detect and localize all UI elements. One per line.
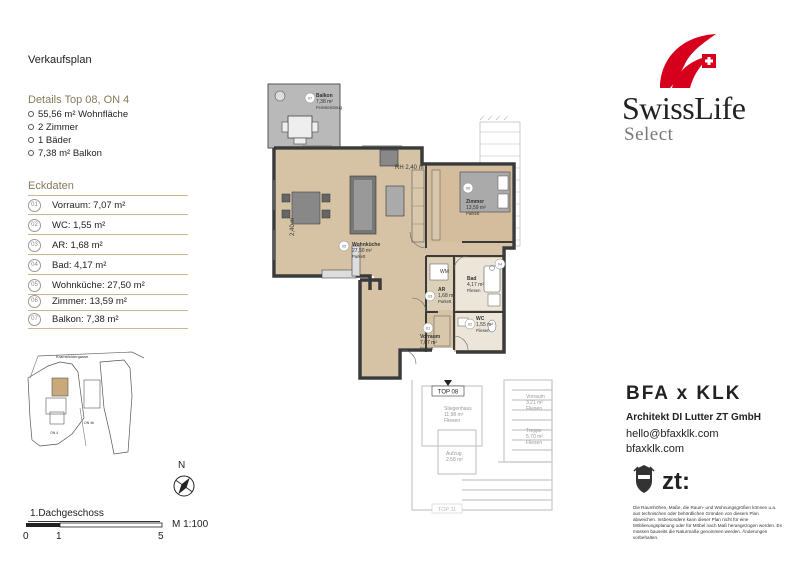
unit-tag: TOP 11 — [437, 507, 457, 513]
detail-item: 1 Bäder — [28, 135, 71, 146]
room-number: 02 — [467, 321, 473, 327]
eckdaten-row: 04 Bad: 4,17 m² — [28, 257, 188, 275]
detail-item: 2 Zimmer — [28, 122, 78, 133]
room-number-badge: 06 — [28, 295, 41, 308]
room-number: 01 — [425, 325, 431, 331]
room-label-wc: WC 1,55 m² Fliesen — [476, 316, 493, 333]
treppe-label: Treppe 5,70 m² Fliesen — [526, 428, 543, 446]
room-label-zimmer: Zimmer 13,59 m² Parkett — [466, 199, 486, 216]
disclaimer-text: Die Raumhöhen, Maße, die Raum- und Wohnungsgrößen können u.a. aus technischen oder behördlichen Gründen von diesem Plan abweichen. Insbesondere kann dieser Plan nicht für eine Möblierungsplanung oder für Möbel nach Maß herangezogen werden. Es müssen bauseits die Naturmaße genommen werden. Änderungen vorbehalten. — [633, 505, 782, 540]
height-label: 2,40 m — [290, 217, 296, 236]
wm-label: WM — [440, 269, 449, 275]
room-label-bad: Bad 4,17 m² Fliesen — [467, 276, 484, 293]
floor-plan — [262, 80, 562, 520]
room-number-badge: 02 — [28, 219, 41, 232]
eckdaten-row: 06 Zimmer: 13,59 m² — [28, 293, 188, 311]
room-height-label: RH 2,40 m — [395, 165, 424, 171]
eckdaten-row: 05 Wohnküche: 27,50 m² — [28, 277, 188, 295]
room-number: 05 — [341, 243, 347, 249]
room-label-vorraum: Vorraum 7,07 m² Parkett — [420, 334, 441, 351]
grey-vorraum-label: Vorraum 3,21 m² Fliesen — [526, 394, 545, 412]
eckdaten-row: 01 Vorraum: 7,07 m² — [28, 197, 188, 215]
room-number-badge: 03 — [28, 239, 41, 252]
room-number: 06 — [465, 185, 471, 191]
room-number: 07 — [307, 95, 313, 101]
bullet-icon — [28, 124, 34, 130]
eckdaten-row: 03 AR: 1,68 m² — [28, 237, 188, 255]
page-title: Verkaufsplan — [28, 54, 92, 66]
room-number-badge: 04 — [28, 259, 41, 272]
architect-email[interactable]: hello@bfaxklk.com — [626, 428, 719, 440]
floor-label: 1.Dachgeschoss — [30, 508, 104, 519]
room-number: 04 — [497, 261, 503, 267]
room-number-badge: 07 — [28, 313, 41, 326]
brand-name: SwissLife — [622, 90, 746, 126]
scale-bar — [24, 522, 164, 530]
bullet-icon — [28, 150, 34, 156]
lift-label: Aufzug 2,58 m² — [446, 451, 463, 463]
room-label-wohnkueche: Wohnküche 27,50 m² Parkett — [352, 242, 381, 259]
eckdaten-heading: Eckdaten — [28, 180, 74, 192]
brand-subtitle: Select — [624, 124, 674, 145]
architect-website[interactable]: bfaxklk.com — [626, 443, 685, 455]
room-number-badge: 05 — [28, 279, 41, 292]
room-number-badge: 01 — [28, 199, 41, 212]
room-number: 03 — [427, 293, 433, 299]
divider — [28, 195, 188, 196]
room-label-ar: AR 1,68 m² Parkett — [438, 287, 455, 304]
eckdaten-row: 02 WC: 1,55 m² — [28, 217, 188, 235]
compass-icon — [172, 474, 196, 498]
detail-item: 7,38 m² Balkon — [28, 148, 102, 159]
coat-of-arms-icon — [632, 463, 656, 495]
bullet-icon — [28, 137, 34, 143]
room-label-balkon: Balkon 7,38 m² Feinsteinzeug — [316, 93, 343, 110]
unit-tag: TOP 08 — [437, 389, 459, 396]
north-label: N — [178, 460, 186, 471]
detail-item: 55,56 m² Wohnfläche — [28, 109, 128, 120]
site-label: ON 4b — [84, 421, 95, 425]
architect-name: Architekt DI Lutter ZT GmbH — [626, 412, 762, 423]
details-heading: Details Top 08, ON 4 — [28, 94, 130, 106]
site-plan — [20, 348, 160, 460]
swisslife-logo-icon — [650, 30, 722, 90]
street-label: Kramsfeldergasse — [56, 354, 89, 359]
stair-label: Stiegenhaus 11,98 m² Fliesen — [444, 406, 472, 424]
site-label: ON 4 — [50, 431, 59, 435]
architect-logo: BFA x KLK — [626, 383, 742, 404]
scale-tick: 5 — [158, 531, 164, 542]
scale-tick: 1 — [56, 531, 62, 542]
bullet-icon — [28, 111, 34, 117]
eckdaten-row: 07 Balkon: 7,38 m² — [28, 311, 188, 329]
scale-label: M 1:100 — [172, 519, 209, 530]
scale-tick: 0 — [23, 531, 29, 542]
zt-logo: zt: — [662, 468, 690, 495]
